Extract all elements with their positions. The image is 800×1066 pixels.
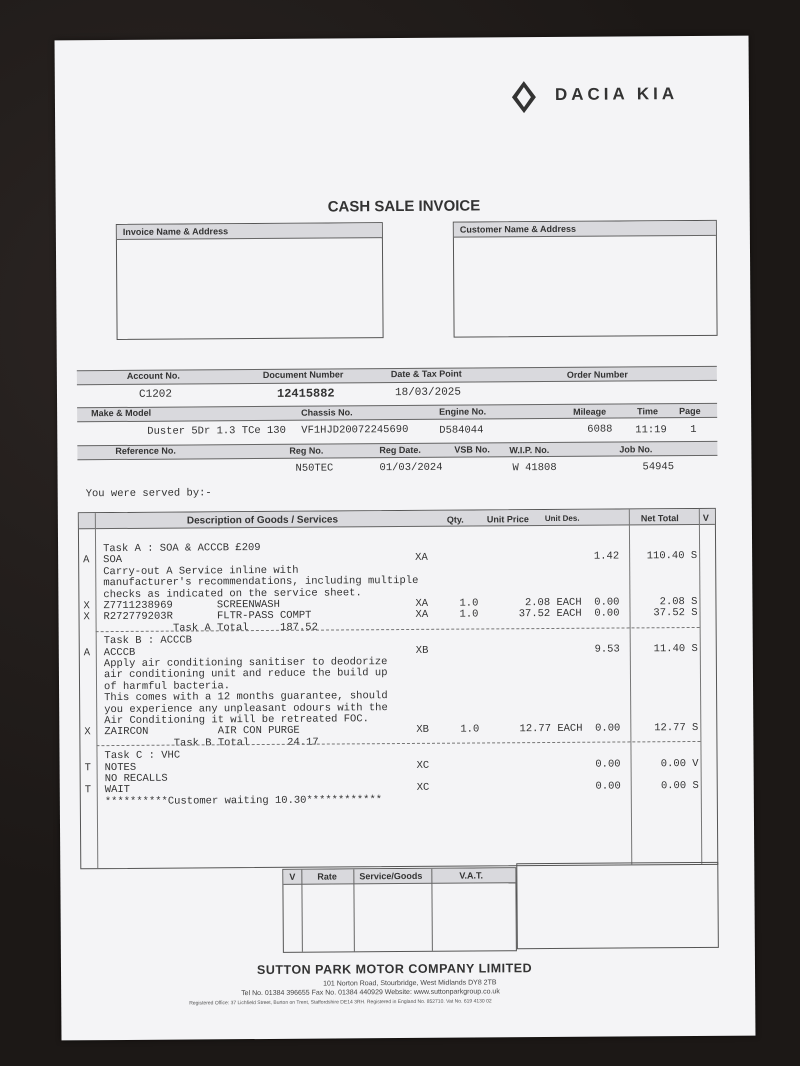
label-account: Account No. <box>126 370 180 381</box>
row-net-total: 110.40 S <box>646 550 698 563</box>
served-by: You were served by:- <box>85 487 212 501</box>
vat-header-service: Service/Goods <box>359 870 423 882</box>
row-service-code: XA <box>415 552 428 565</box>
reg-no: N50TEC <box>295 462 334 475</box>
row-service-code: XA <box>415 609 429 622</box>
mileage: 6088 <box>587 423 613 436</box>
row-description: **********Customer waiting 10.30************ <box>104 793 383 808</box>
row-net-total: 0.00 S <box>660 780 699 793</box>
goods-table-header <box>79 509 715 529</box>
row-description: NO RECALLS <box>104 772 168 786</box>
row-description: checks as indicated on the service sheet. <box>103 586 362 601</box>
label-time: Time <box>637 406 658 417</box>
row-description: ACCCB <box>103 646 136 659</box>
row-description: Apply air conditioning sanitiser to deodorize <box>103 656 388 671</box>
row-net-total: 11.40 S <box>653 642 698 655</box>
row-description: Z7711238969 SCREENWASH <box>103 598 280 613</box>
label-date: Date & Tax Point <box>390 368 462 380</box>
row-service-code: XB <box>416 724 429 737</box>
header-net-total: Net Total <box>640 513 679 524</box>
row-description: Air Conditioning it will be retreated FOC. <box>104 713 369 728</box>
row-description: Task C : VHC <box>104 749 181 763</box>
row-description: Task A Total 187.52 <box>103 621 318 635</box>
make-model: Duster 5Dr 1.3 TCe 130 <box>147 424 286 438</box>
account-no: C1202 <box>138 388 173 401</box>
row-unit-price: 1.42 <box>593 550 620 564</box>
goods-lines <box>79 539 715 808</box>
row-unit-price: 9.53 <box>594 643 620 656</box>
row-service-code: XC <box>416 759 430 772</box>
label-wip: W.I.P. No. <box>509 444 550 456</box>
row-description: air conditioning unit and reduce the build up <box>103 667 388 682</box>
invoice-address-box <box>116 222 384 340</box>
vat-header-rate: Rate <box>317 871 337 882</box>
label-mileage: Mileage <box>573 406 607 417</box>
page-title: CASH SALE INVOICE <box>327 197 481 216</box>
reg-date: 01/03/2024 <box>379 461 443 475</box>
row-description: Task B : ACCCB <box>103 634 192 648</box>
row-description: ZAIRCON AIR CON PURGE <box>104 725 300 739</box>
row-code: T <box>84 761 91 774</box>
renault-diamond-icon <box>510 79 538 120</box>
label-engine: Engine No. <box>439 406 487 417</box>
row2-header <box>77 403 717 422</box>
row-description: manufacturer's recommendations, including multiple <box>103 575 419 590</box>
label-order: Order Number <box>566 369 628 380</box>
label-reference: Reference No. <box>115 445 176 457</box>
label-page: Page <box>679 405 701 417</box>
label-vsb: VSB No. <box>454 444 490 455</box>
vat-table <box>282 867 517 953</box>
vat-header-vat: V.A.T. <box>459 870 484 881</box>
chassis-no: VF1HJD20072245690 <box>301 423 409 437</box>
vat-header-v: V <box>289 871 296 882</box>
row-description: R272779203R FLTR-PASS COMPT <box>103 610 312 624</box>
job-no: 54945 <box>642 461 675 474</box>
time: 11:19 <box>635 424 667 437</box>
wip-no: W 41808 <box>512 461 557 475</box>
row-service-code: XC <box>416 782 430 795</box>
row-unit-price: 2.08 EACH 0.00 <box>524 596 620 610</box>
row-qty: 1.0 <box>459 608 479 622</box>
row-net-total: 0.00 V <box>660 757 699 770</box>
row-service-code: XA <box>415 597 429 610</box>
company-name: SUTTON PARK MOTOR COMPANY LIMITED <box>256 961 533 978</box>
label-chassis: Chassis No. <box>301 407 353 418</box>
row-service-code: XB <box>415 644 429 657</box>
goods-table <box>78 508 718 869</box>
engine-no: D584044 <box>439 424 484 437</box>
row-description: Task B Total 24.17 <box>104 736 319 750</box>
invoice-box-label: Invoice Name & Address <box>117 223 382 240</box>
row-code: X <box>84 726 91 739</box>
row-qty: 1.0 <box>460 723 480 737</box>
header-v: V <box>702 512 709 523</box>
row-unit-price: 0.00 <box>595 780 621 794</box>
row-description: NOTES <box>104 761 137 774</box>
label-regdate: Reg Date. <box>379 444 421 456</box>
row-description: Task A : SOA & ACCCB £209 <box>103 542 261 556</box>
row-unit-price: 12.77 EACH 0.00 <box>519 722 621 736</box>
row-code: T <box>84 784 92 797</box>
tax-date: 18/03/2025 <box>394 386 462 400</box>
row-net-total: 37.52 S <box>653 607 698 620</box>
row-qty: 1.0 <box>459 597 479 610</box>
row-code: A <box>83 646 91 659</box>
invoice-paper <box>55 36 756 1041</box>
row-code: X <box>83 600 90 613</box>
row-net-total: 2.08 S <box>659 595 698 609</box>
row-unit-price: 37.52 EACH 0.00 <box>518 607 620 621</box>
label-job: Job No. <box>619 444 653 455</box>
customer-box-label: Customer Name & Address <box>454 221 716 238</box>
header-unit-des: Unit Des. <box>544 513 580 524</box>
company-registration: Registered Office: 37 Lichfield Street, Burton on Trent, Staffordshire DE14 3RH. Registered in England No. 852710. Vat No. 619 4130 02 <box>189 998 492 1007</box>
customer-address-box <box>453 220 718 338</box>
row-description: you experience any unpleasant odours with the <box>104 701 388 716</box>
label-model: Make & Model <box>91 407 152 419</box>
row-unit-price: 0.00 <box>595 758 621 771</box>
company-address: 101 Norton Road, Stourbridge, West Midlands DY8 2TB <box>323 979 497 988</box>
header-unit-price: Unit Price <box>486 514 529 525</box>
header-description: Description of Goods / Services <box>186 514 339 527</box>
row-description: This comes with a 12 months guarantee, should <box>104 690 388 705</box>
document-no: 12415882 <box>276 386 335 401</box>
brand-text: DACIA KIA <box>554 84 679 104</box>
page-no: 1 <box>690 423 697 437</box>
totals-box <box>516 862 719 949</box>
label-regno: Reg No. <box>289 445 324 456</box>
row-code: X <box>83 611 90 624</box>
label-document: Document Number <box>262 369 344 380</box>
row-description: WAIT <box>104 784 131 797</box>
row-description: Carry-out A Service inline with <box>103 564 299 578</box>
header-qty: Qty. <box>446 514 464 525</box>
row-code: A <box>83 554 90 567</box>
row-description: SOA <box>103 554 123 567</box>
company-contact: Tel No. 01384 396655 Fax No. 01384 440929 Website: www.suttonparkgroup.co.uk <box>241 988 500 998</box>
row-description: of harmful bacteria. <box>103 680 231 693</box>
row-net-total: 12.77 S <box>654 722 699 735</box>
